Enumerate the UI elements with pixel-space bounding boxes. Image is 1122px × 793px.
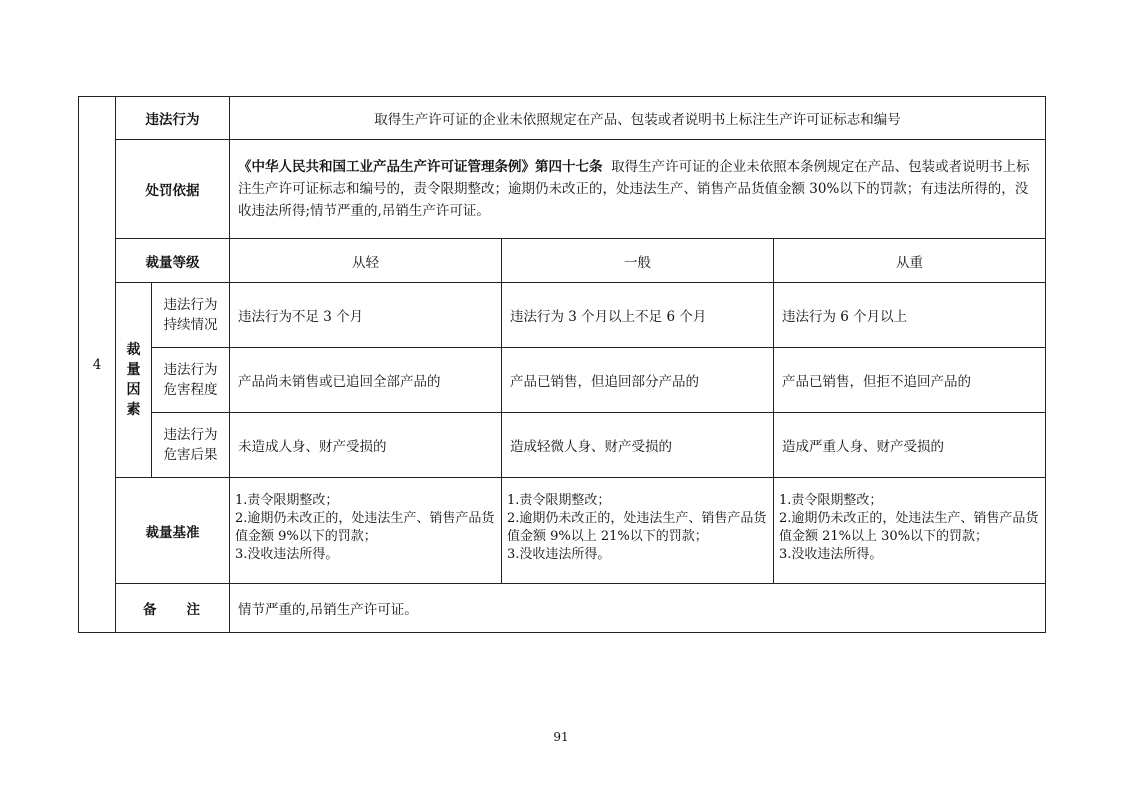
factor-label-degree	[152, 348, 230, 413]
standard-line: 2.逾期仍未改正的，处违法生产、销售产品货值金额 9%以下的罚款；	[235, 511, 495, 544]
factor-value: 造成严重人身、财产受损的	[774, 413, 1046, 478]
remark-label-part2: 注	[186, 602, 202, 618]
factor-value: 产品尚未销售或已追回全部产品的	[230, 348, 502, 413]
standard-label: 裁量基准	[116, 478, 230, 584]
row-number: 4	[92, 356, 102, 373]
factor-value: 造成轻微人身、财产受损的	[502, 413, 774, 478]
violation-label: 违法行为	[116, 97, 230, 140]
factor-value: 违法行为 3 个月以上不足 6 个月	[502, 283, 774, 348]
factor-label-line1: 违法行为	[163, 297, 218, 313]
factor-label-duration	[152, 283, 230, 348]
basis-row	[79, 140, 1046, 239]
factor-row-degree	[79, 348, 1046, 413]
factor-label-line1: 违法行为	[163, 362, 218, 378]
row-number-cell	[79, 97, 116, 633]
standard-line: 1.责令限期整改；	[779, 493, 883, 508]
standard-line: 3.没收违法所得。	[235, 547, 339, 562]
level-lenient: 从轻	[230, 239, 502, 283]
level-severe: 从重	[774, 239, 1046, 283]
standard-line: 1.责令限期整改；	[507, 493, 611, 508]
factors-label	[116, 283, 152, 478]
factor-label-line2: 持续情况	[163, 317, 218, 333]
standard-line: 1.责令限期整改；	[235, 493, 339, 508]
factor-value: 未造成人身、财产受损的	[230, 413, 502, 478]
violation-row	[79, 97, 1046, 140]
factor-value: 产品已销售，但追回部分产品的	[502, 348, 774, 413]
levels-row	[79, 239, 1046, 283]
remark-row	[79, 584, 1046, 633]
discretion-table	[78, 96, 1046, 633]
factor-value: 违法行为 6 个月以上	[774, 283, 1046, 348]
factor-label-consequence	[152, 413, 230, 478]
remark-text: 情节严重的,吊销生产许可证。	[230, 584, 1046, 633]
basis-label: 处罚依据	[116, 140, 230, 239]
standard-row	[79, 478, 1046, 584]
remark-label-part1: 备	[143, 602, 159, 618]
factor-row-duration	[79, 283, 1046, 348]
standard-severe	[774, 478, 1046, 584]
level-general: 一般	[502, 239, 774, 283]
basis-text: 取得生产许可证的企业未依照本条例规定在产品、包装或者说明书上标注生产许可证标志和编号的，责令限期整改；逾期仍未改正的，处违法生产、销售产品货值金额 30%以下的罚款；有违法所得的，没收违法所得;情节严重的,吊销生产许可证。	[238, 159, 1030, 219]
standard-line: 2.逾期仍未改正的，处违法生产、销售产品货值金额 21%以上 30%以下的罚款；	[779, 511, 1039, 544]
factor-row-consequence	[79, 413, 1046, 478]
factor-label-line2: 危害后果	[163, 447, 218, 463]
standard-general	[502, 478, 774, 584]
factor-label-line2: 危害程度	[163, 382, 218, 398]
levels-label: 裁量等级	[116, 239, 230, 283]
basis-title: 《中华人民共和国工业产品生产许可证管理条例》第四十七条	[238, 159, 603, 175]
violation-text: 取得生产许可证的企业未依照规定在产品、包装或者说明书上标注生产许可证标志和编号	[230, 97, 1046, 140]
standard-line: 2.逾期仍未改正的，处违法生产、销售产品货值金额 9%以上 21%以下的罚款；	[507, 511, 767, 544]
standard-line: 3.没收违法所得。	[507, 547, 611, 562]
basis-cell	[230, 140, 1046, 239]
page-number: 91	[553, 730, 569, 744]
factors-label-text: 裁量因素	[126, 342, 141, 418]
factor-value: 产品已销售，但拒不追回产品的	[774, 348, 1046, 413]
standard-lenient	[230, 478, 502, 584]
remark-label	[116, 584, 230, 633]
standard-line: 3.没收违法所得。	[779, 547, 883, 562]
factor-label-line1: 违法行为	[163, 427, 218, 443]
factor-value: 违法行为不足 3 个月	[230, 283, 502, 348]
